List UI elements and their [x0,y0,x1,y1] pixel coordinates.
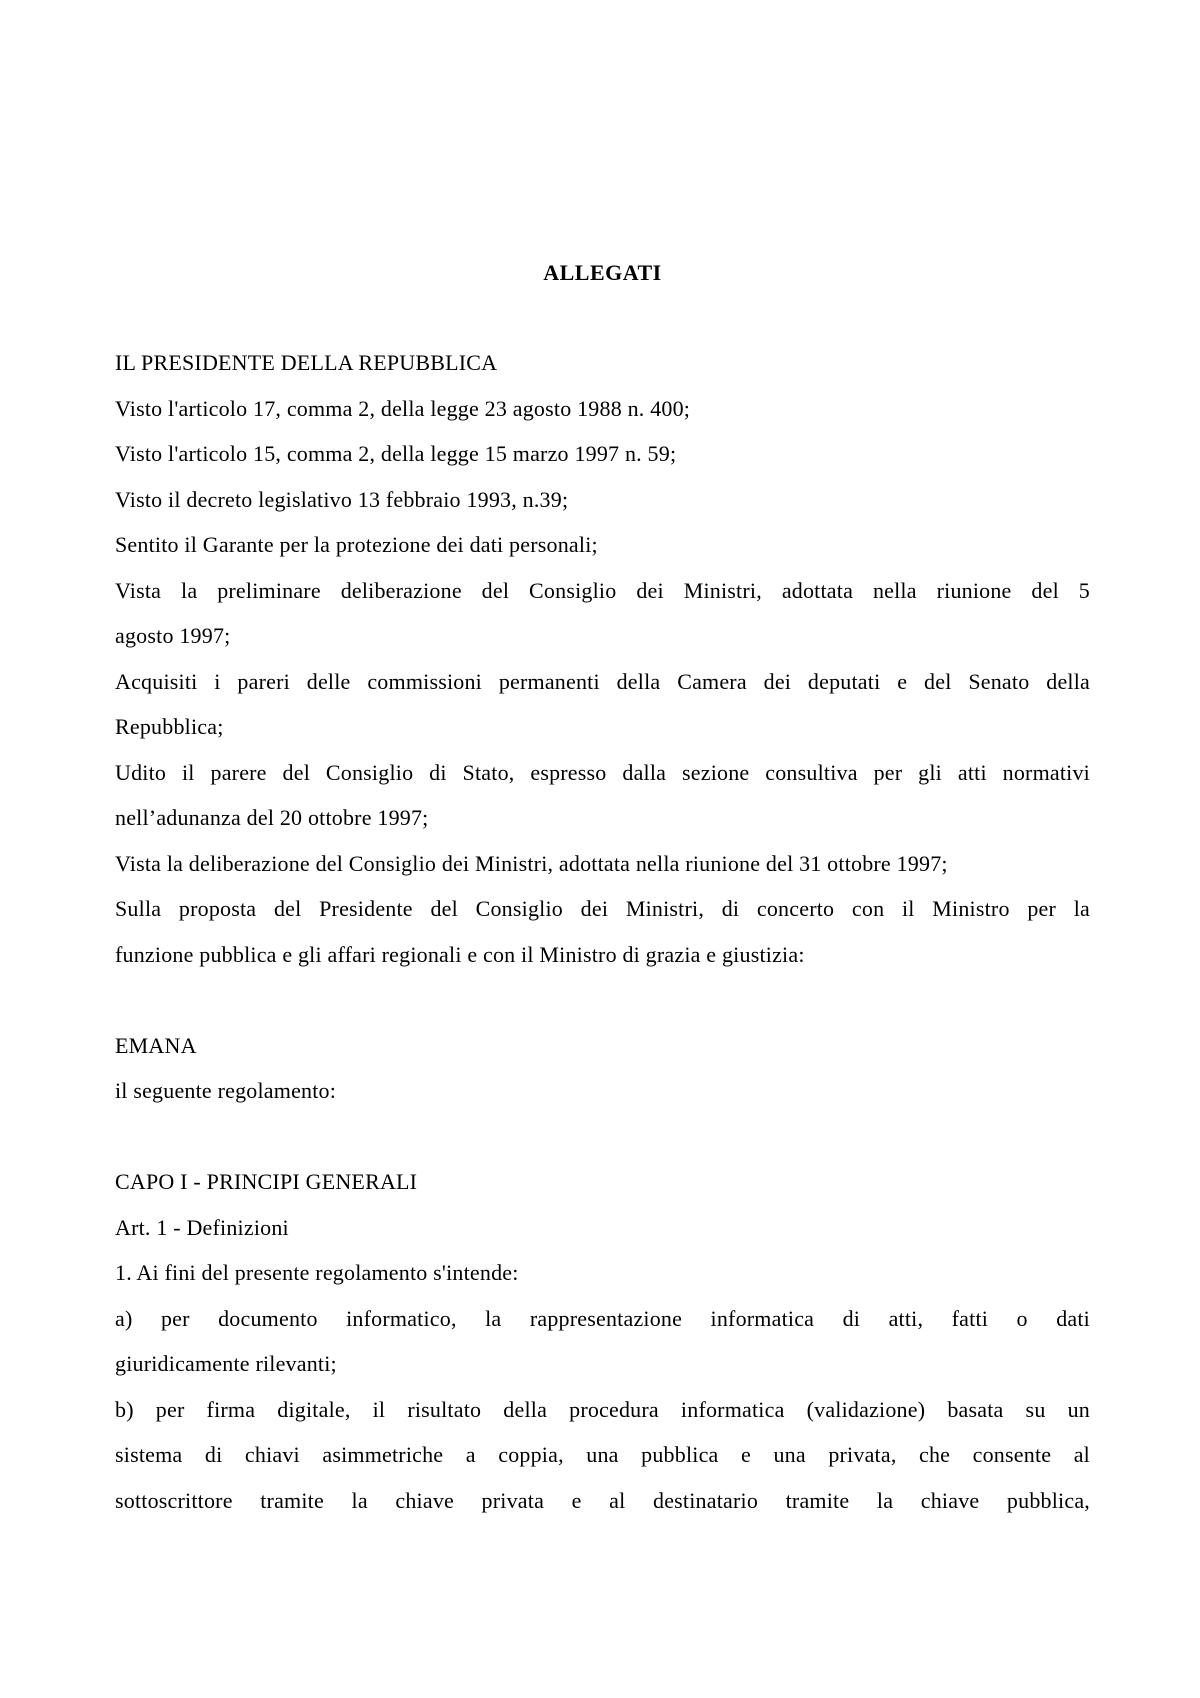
article-heading: Art. 1 - Definizioni [115,1214,289,1240]
preamble-line: Udito il parere del Consiglio di Stato, espresso dalla sezione consultiva per gli atti normativi [115,759,1090,785]
preamble-line: Visto l'articolo 15, comma 2, della legge 15 marzo 1997 n. 59; [115,441,677,466]
chapter-heading: CAPO I - PRINCIPI GENERALI [115,1169,418,1194]
preamble-line: Vista la deliberazione del Consiglio dei Ministri, adottata nella riunione del 31 ottobre 1997; [115,850,948,876]
preamble-line: Sentito il Garante per la protezione dei dati personali; [115,532,598,557]
article-line: giuridicamente rilevanti; [115,1351,337,1376]
article-line: a) per documento informatico, la rappresentazione informatica di atti, fatti o dati [115,1305,1090,1331]
preamble-line: Vista la preliminare deliberazione del Consiglio dei Ministri, adottata nella riunione del 5 [115,577,1090,603]
enactment-heading: EMANA [115,1032,197,1058]
article-line: b) per firma digitale, il risultato della procedura informatica (validazione) basata su un [115,1396,1090,1422]
blank-line [115,295,1090,340]
preamble [115,340,1090,977]
enactment-line: il seguente regolamento: [115,1078,337,1103]
article-line: 1. Ai fini del presente regolamento s'intende: [115,1260,519,1285]
preamble-line: funzione pubblica e gli affari regionali e con il Ministro di grazia e giustizia: [115,941,805,967]
blank-line [115,977,1090,1023]
preamble-line: Visto il decreto legislativo 13 febbraio 1993, n.39; [115,486,569,512]
preamble-line: Acquisiti i pareri delle commissioni permanenti della Camera dei deputati e del Senato della [115,668,1090,694]
preamble-line: Visto l'articolo 17, comma 2, della legge 23 agosto 1988 n. 400; [115,395,691,421]
preamble-heading: IL PRESIDENTE DELLA REPUBBLICA [115,350,498,375]
blank-line [115,1114,1090,1160]
preamble-line: Sulla proposta del Presidente del Consiglio dei Ministri, di concerto con il Ministro per la [115,896,1090,921]
enactment [115,1023,1090,1114]
article-line: sottoscrittore tramite la chiave privata e al destinatario tramite la chiave pubblica, [115,1487,1090,1513]
chapter [115,1159,1090,1523]
preamble-line: agosto 1997; [115,623,231,648]
article-line: sistema di chiavi asimmetriche a coppia, una pubblica e una privata, che consente al [115,1442,1090,1467]
preamble-line: nell’adunanza del 20 ottobre 1997; [115,805,429,830]
document-title: ALLEGATI [543,260,662,285]
document-body [115,250,1090,1523]
preamble-line: Repubblica; [115,714,224,739]
